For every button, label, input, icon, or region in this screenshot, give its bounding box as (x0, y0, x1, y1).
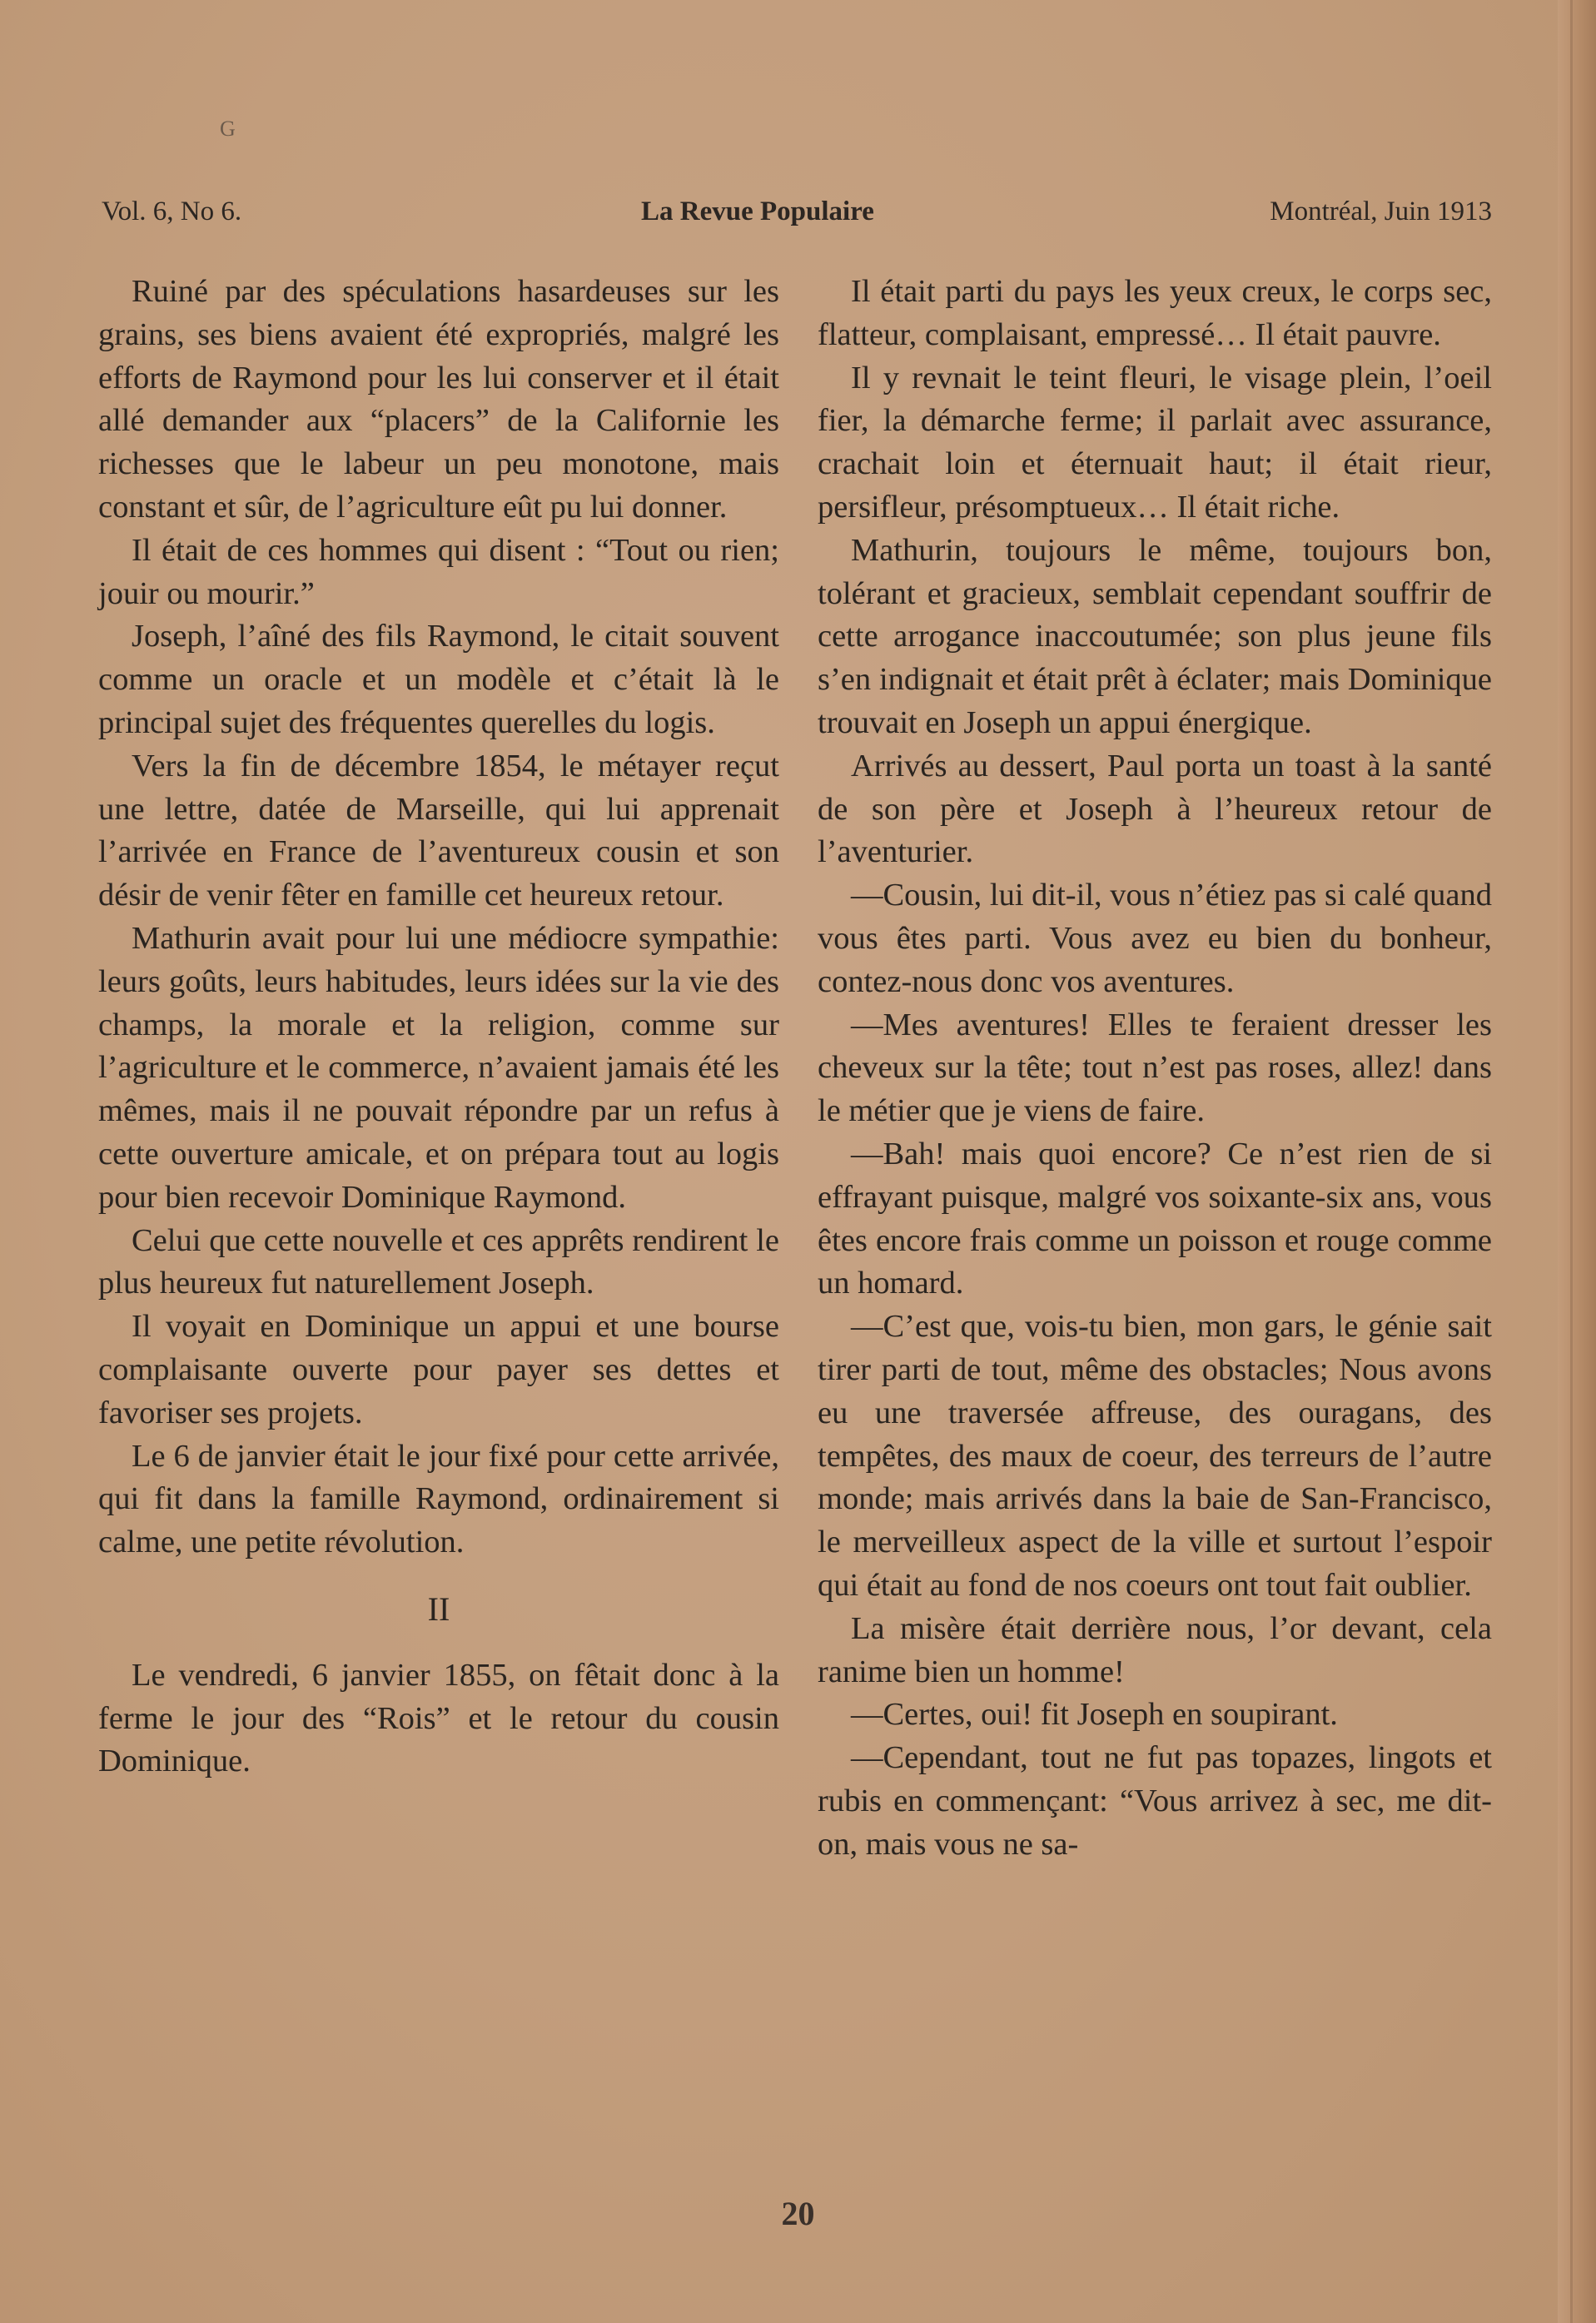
section-heading: II (427, 1589, 450, 1628)
left-column (98, 271, 779, 1783)
running-header (102, 196, 1492, 238)
paragraph: Mathurin avait pour lui une médiocre sympathie: leurs goûts, leurs habitudes, leurs idées sur la vie des champs, la morale et la religion, comme sur l’agriculture et le commerce, n’avaient jamais été les mêmes, mais il ne pouvait répondre par un refus à cette ouverture amicale, et on prépara tout au logis pour bien recevoir Dominique Raymond. (98, 920, 779, 1215)
volume-number: Vol. 6, No 6. (102, 196, 242, 226)
corner-mark: G (220, 117, 236, 141)
paragraph: —Mes aventures! Elles te feraient dresser les cheveux sur la tête; tout n’est pas roses, allez! dans le métier que je viens de faire. (818, 1007, 1492, 1129)
paragraph: La misère était derrière nous, l’or devant, cela ranime bien un homme! (818, 1610, 1492, 1689)
paragraph: —Bah! mais quoi encore? Ce n’est rien de si effrayant puisque, malgré vos soixante-six ans, vous êtes encore frais comme un poisson et rouge comme un homard. (818, 1136, 1492, 1301)
paragraph: Ruiné par des spéculations hasardeuses sur les grains, ses biens avaient été expropriés, malgré les efforts de Raymond pour les lui conserver et il était allé demander aux “placers” de la Californie les richesses que le labeur un peu monotone, mais constant et sûr, de l’agriculture eût pu lui donner. (98, 274, 779, 525)
paragraph: Arrivés au dessert, Paul porta un toast à la santé de son père et Joseph à l’heureux retour de l’aventurier. (818, 748, 1492, 870)
paragraph: Le vendredi, 6 janvier 1855, on fêtait donc à la ferme le jour des “Rois” et le retour du cousin Dominique. (98, 1657, 779, 1779)
paragraph: Vers la fin de décembre 1854, le métayer reçut une lettre, datée de Marseille, qui lui apprenait l’arrivée en France de l’aventureux cousin et son désir de venir fêter en famille cet heureux retour. (98, 748, 779, 913)
paragraph: —C’est que, vois-tu bien, mon gars, le génie sait tirer parti de tout, même des obstacles; Nous avons eu une traversée affreuse, des ouragans, des tempêtes, des maux de coeur, des terreurs de l’autre monde; mais arrivés dans la baie de San-Francisco, le merveilleux aspect de la ville et surtout l’espoir qui était au fond de nos coeurs ont tout fait oublier. (818, 1309, 1492, 1603)
paragraph: Il y revnait le teint fleuri, le visage plein, l’oeil fier, la démarche ferme; il parlait avec assurance, crachait loin et éternuait haut; il était rieur, persifleur, présomptueux… Il était riche. (818, 360, 1492, 525)
paragraph: Mathurin, toujours le même, toujours bon, tolérant et gracieux, semblait cependant souffrir de cette arrogance inaccoutumée; son plus jeune fils s’en indignait et était prêt à éclater; mais Dominique trouvait en Joseph un appui énergique. (818, 532, 1492, 740)
page-number: 20 (781, 2195, 815, 2232)
paragraph: —Cependant, tout ne fut pas topazes, lingots et rubis en commençant: “Vous arrivez à sec, me dit-on, mais vous ne sa- (818, 1740, 1492, 1862)
paragraph: Joseph, l’aîné des fils Raymond, le citait souvent comme un oracle et un modèle et c’était là le principal sujet des fréquentes querelles du logis. (98, 619, 779, 740)
page-edge (1558, 0, 1596, 2323)
paragraph: Le 6 de janvier était le jour fixé pour cette arrivée, qui fit dans la famille Raymond, ordinairement si calme, une petite révolution. (98, 1438, 779, 1560)
journal-title: La Revue Populaire (641, 196, 874, 226)
paragraph: Il voyait en Dominique un appui et une bourse complaisante ouverte pour payer ses dettes et favoriser ses projets. (98, 1309, 779, 1430)
paragraph: Il était parti du pays les yeux creux, le corps sec, flatteur, complaisant, empressé… Il était pauvre. (818, 274, 1492, 352)
paragraph: Il était de ces hommes qui disent : “Tout ou rien; jouir ou mourir.” (98, 532, 779, 611)
page-edge-line (1570, 0, 1573, 2323)
paragraph: Celui que cette nouvelle et ces apprêts rendirent le plus heureux fut naturellement Joseph. (98, 1222, 779, 1301)
paragraph: —Certes, oui! fit Joseph en soupirant. (851, 1697, 1338, 1733)
paragraph: —Cousin, lui dit-il, vous n’étiez pas si calé quand vous êtes parti. Vous avez eu bien du bonheur, contez-nous donc vos aventures. (818, 878, 1492, 999)
issue-date: Montréal, Juin 1913 (1270, 196, 1492, 226)
right-column (818, 271, 1492, 1866)
